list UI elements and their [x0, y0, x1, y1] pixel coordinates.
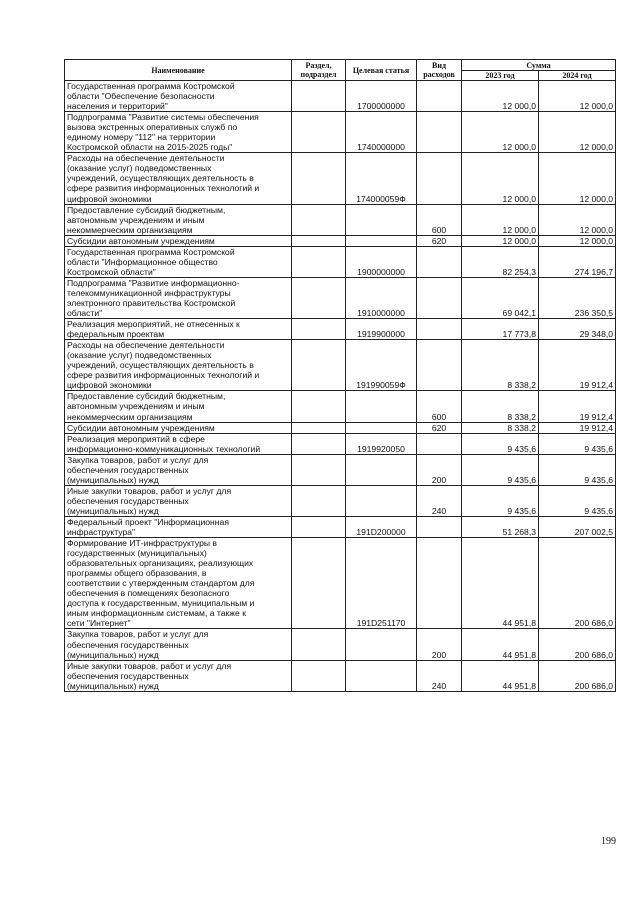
table-row	[65, 319, 616, 340]
row-target-code: 174000059Ф	[346, 153, 417, 204]
row-expense-type: 620	[417, 422, 462, 433]
table-header	[65, 60, 616, 81]
row-section	[292, 277, 346, 318]
row-sum-2023: 69 042,1	[462, 277, 539, 318]
row-section	[292, 81, 346, 112]
row-name: Предоставление субсидий бюджетным, автономным учреждениям и иным некоммерческим организациям	[65, 204, 292, 235]
row-sum-2023: 51 268,3	[462, 516, 539, 537]
row-sum-2024: 12 000,0	[539, 204, 616, 235]
header-section: Раздел, подраздел	[292, 60, 346, 81]
row-target-code	[346, 485, 417, 516]
table-row	[65, 485, 616, 516]
row-section	[292, 340, 346, 391]
row-sum-2024: 200 686,0	[539, 660, 616, 691]
row-section	[292, 319, 346, 340]
row-sum-2023: 12 000,0	[462, 153, 539, 204]
row-section	[292, 454, 346, 485]
row-sum-2024: 9 435,6	[539, 454, 616, 485]
table-row	[65, 204, 616, 235]
table-row	[65, 246, 616, 277]
row-sum-2024: 19 912,4	[539, 391, 616, 422]
row-expense-type	[417, 112, 462, 153]
table-row	[65, 112, 616, 153]
row-target-code	[346, 454, 417, 485]
row-expense-type: 240	[417, 485, 462, 516]
row-expense-type	[417, 81, 462, 112]
row-section	[292, 235, 346, 246]
table-row	[65, 391, 616, 422]
header-year-2024: 2024 год	[539, 71, 616, 81]
row-section	[292, 629, 346, 660]
row-target-code: 191D251170	[346, 538, 417, 629]
row-sum-2024: 207 002,5	[539, 516, 616, 537]
header-name: Наименование	[65, 60, 292, 81]
row-name: Иные закупки товаров, работ и услуг для обеспечения государственных (муниципальных) нужд	[65, 485, 292, 516]
row-section	[292, 204, 346, 235]
budget-table	[64, 59, 616, 692]
row-sum-2024: 19 912,4	[539, 340, 616, 391]
row-sum-2024: 9 435,6	[539, 433, 616, 454]
row-expense-type	[417, 153, 462, 204]
row-sum-2023: 8 338,2	[462, 391, 539, 422]
row-sum-2024: 200 686,0	[539, 538, 616, 629]
row-target-code	[346, 422, 417, 433]
header-type: Вид расходов	[417, 60, 462, 81]
row-sum-2023: 9 435,6	[462, 454, 539, 485]
row-name: Субсидии автономным учреждениям	[65, 235, 292, 246]
row-section	[292, 660, 346, 691]
row-target-code	[346, 204, 417, 235]
row-sum-2023: 44 951,8	[462, 538, 539, 629]
row-sum-2023: 8 338,2	[462, 340, 539, 391]
header-sum: Сумма	[462, 60, 616, 71]
table-row	[65, 516, 616, 537]
row-sum-2024: 12 000,0	[539, 153, 616, 204]
row-section	[292, 246, 346, 277]
header-target: Целевая статья	[346, 60, 417, 81]
row-section	[292, 538, 346, 629]
row-section	[292, 153, 346, 204]
row-sum-2024: 12 000,0	[539, 235, 616, 246]
row-sum-2023: 17 773,8	[462, 319, 539, 340]
row-sum-2024: 200 686,0	[539, 629, 616, 660]
row-target-code	[346, 660, 417, 691]
row-target-code: 1919900000	[346, 319, 417, 340]
row-target-code	[346, 235, 417, 246]
row-sum-2024: 19 912,4	[539, 422, 616, 433]
row-sum-2023: 44 951,8	[462, 629, 539, 660]
table-row	[65, 433, 616, 454]
row-sum-2023: 9 435,6	[462, 485, 539, 516]
table-row	[65, 538, 616, 629]
row-sum-2024: 12 000,0	[539, 81, 616, 112]
row-section	[292, 422, 346, 433]
table-row	[65, 629, 616, 660]
header-year-2023: 2023 год	[462, 71, 539, 81]
row-name: Закупка товаров, работ и услуг для обеспечения государственных (муниципальных) нужд	[65, 629, 292, 660]
table-row	[65, 454, 616, 485]
row-target-code: 191D200000	[346, 516, 417, 537]
row-name: Формирование ИТ-инфраструктуры в государственных (муниципальных) образовательных организациях, реализующих программы общего образования, в соответствии с утвержденным стандартом для обеспечения в помещениях безопасного доступа к государственным, муниципальным и иным информационным системам, а также к сети "Интернет"	[65, 538, 292, 629]
row-sum-2023: 12 000,0	[462, 204, 539, 235]
row-name: Реализация мероприятий в сфере информационно-коммуникационных технологий	[65, 433, 292, 454]
row-sum-2024: 12 000,0	[539, 112, 616, 153]
row-target-code: 1919920050	[346, 433, 417, 454]
row-sum-2024: 9 435,6	[539, 485, 616, 516]
row-sum-2023: 8 338,2	[462, 422, 539, 433]
row-sum-2023: 82 254,3	[462, 246, 539, 277]
row-target-code: 191990059Ф	[346, 340, 417, 391]
row-sum-2023: 12 000,0	[462, 235, 539, 246]
row-expense-type: 600	[417, 204, 462, 235]
row-target-code: 1700000000	[346, 81, 417, 112]
row-name: Федеральный проект "Информационная инфраструктура"	[65, 516, 292, 537]
row-expense-type	[417, 433, 462, 454]
table-row	[65, 660, 616, 691]
row-section	[292, 516, 346, 537]
table-row	[65, 422, 616, 433]
table-row	[65, 235, 616, 246]
row-name: Предоставление субсидий бюджетным, автономным учреждениям и иным некоммерческим организациям	[65, 391, 292, 422]
row-expense-type: 240	[417, 660, 462, 691]
table-row	[65, 81, 616, 112]
row-name: Подпрограмма "Развитие информационно- телекоммуникационной инфраструктуры электронного правительства Костромской области"	[65, 277, 292, 318]
row-section	[292, 485, 346, 516]
row-expense-type	[417, 319, 462, 340]
row-expense-type: 620	[417, 235, 462, 246]
row-name: Иные закупки товаров, работ и услуг для обеспечения государственных (муниципальных) нужд	[65, 660, 292, 691]
row-expense-type: 200	[417, 629, 462, 660]
row-name: Расходы на обеспечение деятельности (оказание услуг) подведомственных учреждений, осуществляющих деятельность в сфере развития информационных технологий и цифровой экономики	[65, 153, 292, 204]
row-expense-type	[417, 340, 462, 391]
row-section	[292, 391, 346, 422]
row-section	[292, 433, 346, 454]
row-expense-type	[417, 516, 462, 537]
table-row	[65, 277, 616, 318]
row-expense-type	[417, 538, 462, 629]
row-sum-2024: 29 348,0	[539, 319, 616, 340]
row-name: Субсидии автономным учреждениям	[65, 422, 292, 433]
row-section	[292, 112, 346, 153]
row-expense-type: 600	[417, 391, 462, 422]
row-name: Закупка товаров, работ и услуг для обеспечения государственных (муниципальных) нужд	[65, 454, 292, 485]
table-row	[65, 153, 616, 204]
row-name: Реализация мероприятий, не отнесенных к федеральным проектам	[65, 319, 292, 340]
row-target-code	[346, 629, 417, 660]
row-expense-type	[417, 246, 462, 277]
row-expense-type	[417, 277, 462, 318]
page-number: 199	[601, 836, 616, 847]
row-sum-2024: 274 196,7	[539, 246, 616, 277]
row-sum-2024: 236 350,5	[539, 277, 616, 318]
row-target-code: 1910000000	[346, 277, 417, 318]
row-sum-2023: 9 435,6	[462, 433, 539, 454]
row-name: Государственная программа Костромской области "Обеспечение безопасности населения и территорий"	[65, 81, 292, 112]
row-target-code: 1740000000	[346, 112, 417, 153]
row-name: Подпрограмма "Развитие системы обеспечения вызова экстренных оперативных служб по единому номеру "112" на территории Костромской области на 2015-2025 годы"	[65, 112, 292, 153]
row-target-code: 1900000000	[346, 246, 417, 277]
row-name: Государственная программа Костромской области "Информационное общество Костромской области"	[65, 246, 292, 277]
table-body	[65, 81, 616, 692]
row-sum-2023: 12 000,0	[462, 112, 539, 153]
row-sum-2023: 12 000,0	[462, 81, 539, 112]
row-name: Расходы на обеспечение деятельности (оказание услуг) подведомственных учреждений, осуществляющих деятельность в сфере развития информационных технологий и цифровой экономики	[65, 340, 292, 391]
table-row	[65, 340, 616, 391]
row-sum-2023: 44 951,8	[462, 660, 539, 691]
row-target-code	[346, 391, 417, 422]
row-expense-type: 200	[417, 454, 462, 485]
